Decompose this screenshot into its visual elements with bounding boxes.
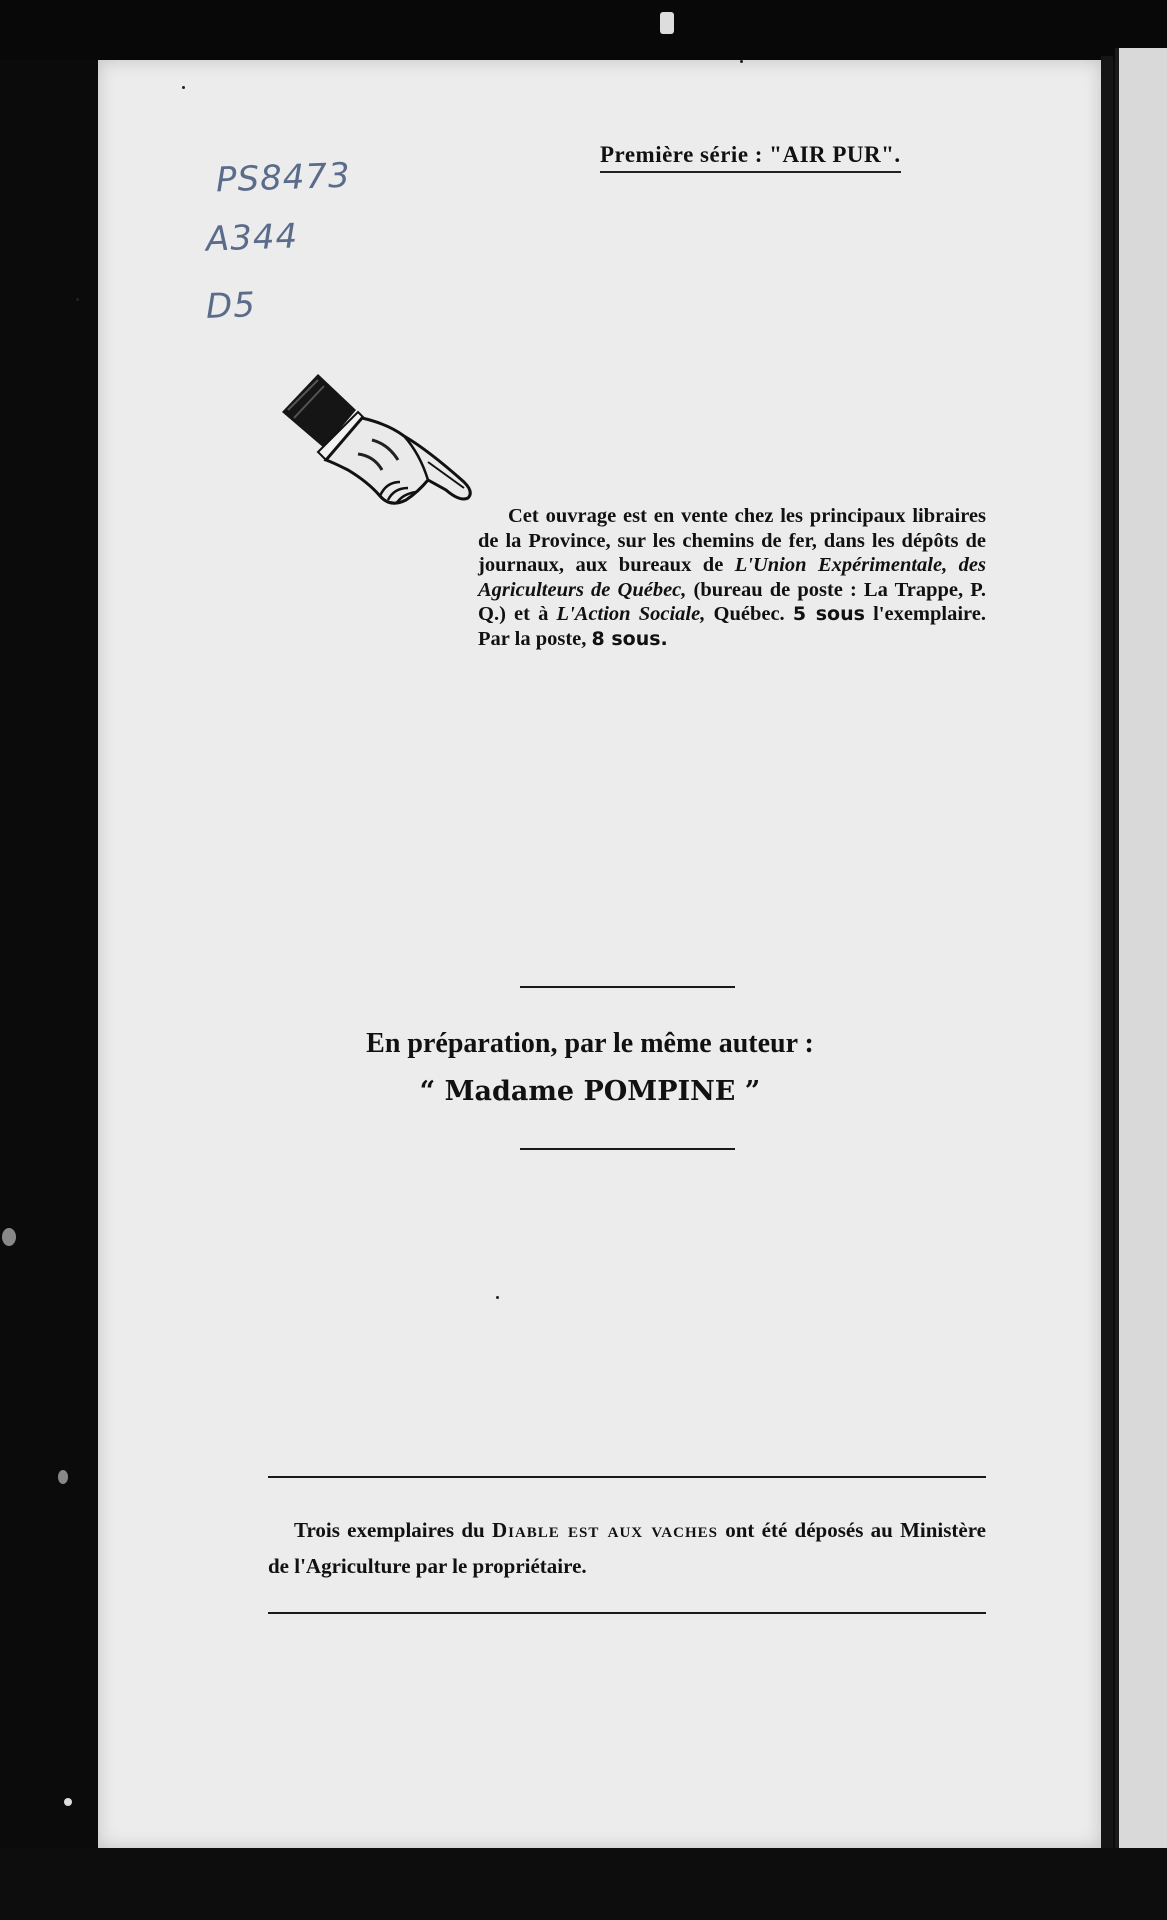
deposit-text: Trois exemplaires du [294,1518,492,1542]
scan-speck [76,298,79,301]
organization-name: L'Union Expérimentale, des Agriculteurs de Québec, [478,554,987,601]
price: 8 sous. [591,627,668,650]
forthcoming-title: “ Madame POMPINE ” [419,1076,761,1107]
scan-top-border [0,0,1167,60]
handwritten-callnumber-line: D5 [205,285,257,327]
pointing-hand-icon [278,370,478,520]
handwritten-callnumber-line: A344 [205,216,299,260]
notice-text: l'exemplaire. Par la poste, [478,603,986,650]
divider-rule [268,1612,986,1614]
notice-text: Cet ouvrage est en vente chez les principaux libraires de la Province, sur les chemins de fer, dans les dépôts de journaux, aux bureaux de [478,505,986,576]
book-title: Diable est aux vaches [491,1518,718,1542]
scan-artifact-mark [2,1228,16,1246]
sales-notice-paragraph [478,504,986,651]
deposit-text: ont été déposés au Ministère de l'Agriculture par le propriétaire. [268,1518,986,1578]
legal-deposit-notice [268,1512,986,1584]
scan-artifact-mark [660,12,674,34]
series-heading: Première série : "AIR PUR". [600,142,901,173]
divider-rule [268,1476,986,1478]
scan-speck [740,60,743,63]
divider-rule [520,986,735,988]
scan-artifact-mark [64,1798,72,1806]
price: 5 sous [792,603,865,625]
divider-rule [520,1148,735,1150]
notice-text: (bureau de poste : La Trappe, P. Q.) et à [478,578,986,625]
page-fold-edge [1101,56,1113,1856]
handwritten-callnumber-line: PS8473 [215,155,352,201]
scan-speck [182,86,185,89]
scan-speck [496,1296,499,1299]
scan-bottom-border [0,1848,1167,1920]
organization-name: L'Action Sociale, [556,603,706,625]
adjacent-page-edge [1115,48,1167,1856]
in-preparation-heading: En préparation, par le même auteur : [366,1028,814,1059]
notice-text: Québec. [705,603,793,625]
scan-artifact-mark [58,1470,68,1484]
